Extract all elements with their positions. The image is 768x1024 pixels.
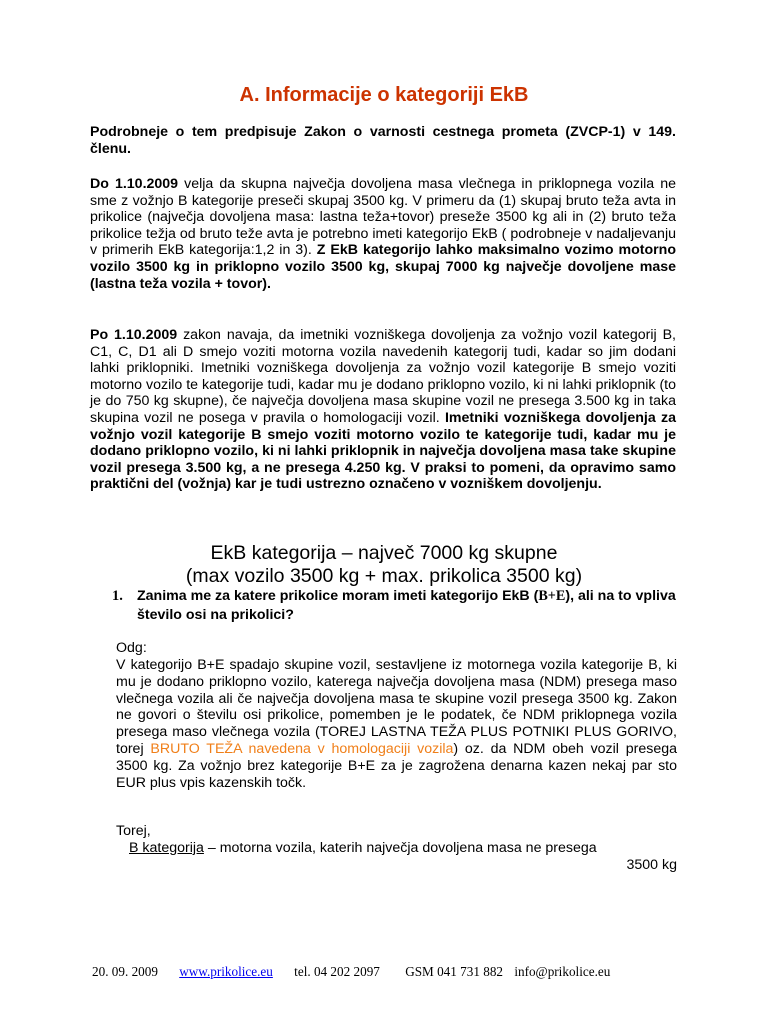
before-2009-paragraph: [90, 176, 676, 292]
question-text: [137, 587, 677, 624]
after-2009-paragraph: [90, 327, 676, 493]
footer-website-link[interactable]: www.prikolice.eu: [179, 964, 273, 979]
answer-paragraph: [116, 657, 677, 791]
answer-highlight: BRUTO TEŽA navedena v homologaciji vozila: [150, 740, 454, 757]
footer-email: info@prikolice.eu: [514, 964, 611, 979]
b-category-term: B kategorija: [129, 840, 204, 856]
answer-label: Odg:: [116, 640, 147, 656]
document-title: A. Informacije o kategoriji EkB: [239, 84, 529, 106]
question-part2: ), ali na to vpliva število osi na prikolici?: [137, 588, 676, 623]
question-category: B+E: [538, 588, 566, 604]
ekb-heading: [90, 542, 678, 588]
answer-text-end: ) oz. da NDM obeh vozil presega 3500 kg. Za vožnjo brez kategorije B+E za je zagrožena denarna kazen nekaj par sto EUR plus vpis kazenskih točk.: [116, 740, 677, 791]
footer-date: 20. 09. 2009: [92, 964, 158, 979]
after-bold-text: Imetniki vozniškega dovoljenja za vožnjo vozil kategorije B smejo voziti motorno vozilo te kategorije tudi, kadar mu je dodano priklopno vozilo, ki ni lahki priklopnik in največja dovoljena masa take skupine vozil presega 3.500 kg, a ne presega 4.250 kg. V praksi to pomeni, da opravimo samo praktični del (vožnja) kar je tudi ustrezno označeno v vozniškem dovoljenju.: [90, 409, 676, 493]
torej-label: Torej,: [116, 823, 151, 839]
b-category-limit: 3500 kg: [626, 857, 677, 873]
question-part1: Zanima me za katere prikolice moram imeti kategorijo EkB (: [137, 588, 539, 604]
before-text: velja da skupna največja dovoljena masa vlečnega in priklopnega vozila ne sme z vožnjo B kategorije preseči skupaj 3500 kg. V primeru da (1) skupaj bruto teža avta in prikolice (največja dovoljena masa: lastna teža+tovor) preseže 3500 kg ali in (2) bruto teža prikolice težja od bruto teže avta je potrebno imeti kategorijo EkB ( podrobneje v nadaljevanju v primerih EkB kategorija:1,2 in 3).: [90, 176, 676, 259]
after-text: zakon navaja, da imetniki vozniškega dovoljenja za vožnjo vozil kategorij B, C1, C, D1 ali D smejo voziti motorna vozila navedenih kategorij tudi, kadar so jim dodani lahki priklopniki. Imetniki vozniškega dovoljenja za vožnjo vozil kategorije B smejo voziti motorno vozilo te kategorije tudi, kadar mu je dodano priklopno vozilo, ki ni lahki priklopnik (to je do 750 kg skupne), če največja dovoljena masa skupine vozil ne presega 3.500 kg in taka skupina vozil ne posega v pravila o homologaciji vozil.: [90, 327, 677, 426]
footer-telephone: tel. 04 202 2097: [294, 964, 380, 979]
page-footer: [92, 964, 610, 980]
before-date: Do 1.10.2009: [90, 176, 179, 192]
footer-gsm: GSM 041 731 882: [405, 964, 504, 979]
answer-text: V kategorijo B+E spadajo skupine vozil, sestavljene iz motornega vozila kategorije B, ki mu je dodano priklopno vozilo, katerega največja dovoljena masa (NDM) presega maso vlečnega vozila ali če največja dovoljena masa te skupine vozil presega 3500 kg. Zakon ne govori o številu osi prikolice, pomemben je le podatek, če NDM priklopnega vozila presega maso vlečnega vozila (TOREJ LASTNA TEŽA PLUS POTNIKI PLUS GORIVO, torej: [116, 657, 677, 757]
intro-paragraph: Podrobneje o tem predpisuje Zakon o varnosti cestnega prometa (ZVCP-1) v 149. členu.: [90, 124, 676, 157]
ekb-heading-line1: EkB kategorija – največ 7000 kg skupne: [210, 542, 558, 564]
ekb-heading-line2: (max vozilo 3500 kg + max. prikolica 3500 kg): [185, 565, 583, 587]
question-number: 1.: [112, 588, 123, 604]
b-category-text: – motorna vozila, katerih največja dovoljena masa ne presega: [203, 840, 597, 856]
before-bold-text: Z EkB kategorijo lahko maksimalno vozimo motorno vozilo 3500 kg in priklopno vozilo 3500 kg, skupaj 7000 kg največje dovoljene mase (lastna teža vozila + tovor).: [90, 242, 676, 292]
after-date: Po 1.10.2009: [90, 327, 178, 343]
b-category-definition: [129, 840, 677, 857]
